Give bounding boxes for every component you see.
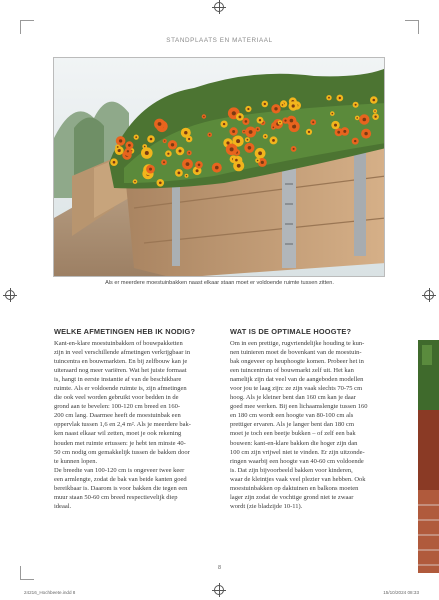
crop-mark — [418, 20, 419, 34]
body-text-line: 50 cm nodig om gemakkelijk tussen de bakken door — [54, 448, 190, 456]
flower-center — [145, 151, 149, 155]
flower-center — [264, 103, 266, 105]
flower-center — [232, 130, 235, 133]
crop-mark — [405, 20, 419, 21]
left-column-body — [54, 339, 209, 511]
flower-center — [239, 116, 242, 119]
flower-center — [186, 162, 190, 166]
body-text-line: grond aan te bevelen: 100-120 cm breed en 160- — [54, 403, 180, 411]
flower-center — [188, 152, 190, 154]
flower-center — [272, 139, 275, 142]
body-text-line: nen tuinieren moet de bovenkant van de moestuin- — [230, 349, 362, 357]
running-head: STANDPLAATS EN MATERIAAL — [166, 37, 273, 44]
body-text-line: lager zijn zodat de vochtige grond niet te zwaar — [230, 493, 354, 501]
flower-center — [215, 166, 219, 170]
raised-garden-beds-photo — [53, 57, 385, 277]
flower-center — [226, 141, 229, 144]
flower-center — [236, 139, 240, 143]
flower-center — [117, 146, 119, 148]
flower-center — [354, 140, 356, 142]
registration-mark-bottom — [214, 585, 224, 595]
flower-center — [290, 119, 294, 123]
flower-center — [235, 159, 238, 162]
flower-center — [186, 175, 187, 176]
flower-center — [293, 148, 295, 150]
body-text-line: moet je toch een beetje bukken – of zelf een bak — [230, 430, 356, 438]
flower-center — [247, 108, 249, 110]
body-text-line: een tuincentrum of bouwmarkt zelf uit. Het kan — [230, 367, 354, 375]
flower-center — [363, 118, 367, 122]
flower-center — [150, 138, 153, 141]
flower-center — [261, 161, 264, 164]
flower-center — [134, 181, 136, 183]
body-text-line: oppervlak tussen 1,6 en 2,4 m². Als je meerdere bak- — [54, 421, 191, 429]
section-heading-dimensions: WELKE AFMETINGEN HEB IK NODIG? — [54, 327, 196, 336]
flower-center — [274, 107, 277, 110]
right-column-body — [230, 339, 385, 511]
body-text-line: te kunnen lopen. — [54, 457, 98, 465]
print-slug-timestamp: 15/10/2024 08:33 — [383, 590, 419, 595]
flower-center — [237, 164, 241, 168]
flower-center — [164, 140, 165, 141]
flower-center — [337, 131, 340, 134]
flower-center — [230, 147, 234, 151]
body-text-line: moestuinbakken op daktuinen en balkons moeten — [230, 484, 359, 492]
left-column — [54, 327, 209, 511]
flower-center — [284, 120, 286, 122]
section-heading-height: WAT IS DE OPTIMALE HOOGTE? — [230, 327, 352, 336]
flower-center — [159, 182, 162, 185]
flower-center — [247, 139, 249, 141]
body-text-line: ringen waarbij een hoogte van 40-60 cm voldoende — [230, 457, 364, 465]
flower-center — [312, 121, 314, 123]
flower-center — [249, 130, 253, 134]
flower-center — [198, 164, 201, 167]
flower-center — [332, 113, 334, 115]
flower-center — [223, 123, 225, 125]
flower-center — [374, 116, 376, 118]
flower-center — [243, 131, 244, 132]
body-text-line: zijn in veel verschillende afmetingen verkrijgbaar in — [54, 349, 191, 357]
flower-center — [257, 160, 259, 162]
flower-center — [374, 110, 375, 111]
flower-center — [245, 120, 248, 123]
print-slug-filename: 24216_Hochbeete.indd 8 — [24, 590, 76, 595]
body-text-line: een armlengte, zodat de bak van beide kanten goed — [54, 475, 187, 483]
body-text-line: tuincentra en bouwmarkten. En bij zelfbouw kan je — [54, 358, 188, 366]
flower-center — [248, 146, 252, 150]
body-text-line: ken naast elkaar wil zetten, moet je ook rekening — [54, 430, 182, 438]
body-text-line: bereikbaar is. Daarom is voor bakken die tegen een — [54, 484, 188, 492]
flower-center — [339, 97, 341, 99]
flower-center — [179, 150, 182, 153]
body-text-line: De breedte van 100-120 cm is ongeveer twee keer — [54, 466, 185, 474]
flower-center — [158, 122, 162, 126]
body-text-line: en 180 cm wordt een hoogte van 80-100 cm als — [230, 412, 354, 420]
body-text-line: Kant-en-klare moestuinbakken of bouwpakketten — [54, 340, 183, 347]
body-text-line: hoog. Als je kleiner bent dan 160 cm kan je daar — [230, 394, 356, 402]
flower-center — [127, 150, 129, 152]
registration-mark-left — [5, 290, 15, 300]
body-text-line: Om in een prettige, rugvriendelijke houding te kun- — [230, 340, 365, 347]
crop-mark — [20, 20, 34, 21]
crop-mark — [20, 20, 21, 34]
flower-center — [232, 111, 236, 115]
flower-center — [334, 124, 337, 127]
body-text-line: die ook veel worden gebruikt voor bedden in de — [54, 394, 179, 402]
flower-center — [119, 139, 122, 142]
body-text-line: namelijk zijn dat veel van de aangeboden modellen — [230, 376, 364, 384]
body-text-line: is, hangt in eerste instantie af van de beschikbare — [54, 376, 182, 384]
flower-center — [128, 144, 131, 147]
body-text-line: muur staan 50-60 cm breed respectievelijk diep — [54, 493, 178, 501]
photo-caption: Als er meerdere moestuinbakken naast elkaar staan moet er voldoende ruimte tussen zitten. — [105, 280, 334, 286]
flower-center — [308, 131, 310, 133]
flower-center — [203, 116, 205, 118]
flower-center — [149, 168, 152, 171]
body-text-line: houden met ruimte ertussen: je hebt ten minste 40- — [54, 439, 186, 447]
flower-center — [163, 161, 165, 163]
body-text-line: bak ongeveer op heuphoogte komen. Probeer het in — [230, 358, 364, 366]
flower-center — [328, 97, 330, 99]
body-text-line: ruimte. Als er voldoende ruimte is, zijn afmetingen — [54, 385, 187, 393]
body-text-line: goed mee werken. Bij een lichaamslengte tussen 160 — [230, 403, 368, 411]
flower-center — [364, 132, 367, 135]
right-column — [230, 327, 385, 511]
flower-center — [167, 153, 169, 155]
flower-center — [264, 136, 266, 138]
flower-center — [196, 169, 199, 172]
registration-mark-right — [424, 290, 434, 300]
flower-center — [373, 99, 376, 102]
flower-center — [355, 104, 357, 106]
flower-center — [343, 130, 346, 133]
flower-center — [209, 134, 211, 136]
flower-center — [282, 104, 284, 106]
flower-center — [113, 161, 116, 164]
crop-mark — [20, 579, 34, 580]
flower-center — [356, 117, 358, 119]
flower-center — [279, 122, 281, 124]
registration-mark-top — [214, 2, 224, 12]
flower-center — [178, 172, 181, 175]
body-text-line: is. Dat zijn bijvoorbeeld bakken voor kinderen, — [230, 466, 353, 474]
flower-center — [171, 143, 174, 146]
flower-center — [184, 131, 187, 134]
body-text-line: wordt (zie bladzijde 10-11). — [230, 502, 303, 510]
body-text-line: bouwen: kant-en-klare bakken die hoger zijn dan — [230, 439, 358, 447]
body-text-line: ideaal. — [54, 502, 72, 510]
body-text-line: voor jou te laag zijn: ze zijn vaak slechts 70-75 cm — [230, 385, 363, 393]
body-text-line: prettiger ervaren. Als je langer bent dan 180 cm — [230, 421, 354, 429]
body-text-line: uiteraard nog meer variëren. Wat het juiste formaat — [54, 367, 187, 375]
flower-center — [144, 146, 146, 148]
flower-center — [292, 104, 295, 107]
flower-center — [259, 119, 261, 121]
adjacent-page-photo-edge — [418, 340, 439, 573]
page-number: 8 — [217, 565, 222, 571]
flower-center — [257, 128, 259, 130]
flower-center — [135, 136, 137, 138]
flower-center — [273, 127, 275, 129]
body-text-line: 100 cm zijn vrijwel niet te vinden. Er zijn uitzonde- — [230, 448, 365, 456]
body-text-line: 200 cm lang. Daarmee heeft de moestuinbak een — [54, 412, 181, 420]
flower-center — [258, 151, 262, 155]
body-text-line: waar de kleintjes vaak veel plezier van hebben. Ook — [230, 475, 366, 483]
flower-center — [188, 138, 190, 140]
